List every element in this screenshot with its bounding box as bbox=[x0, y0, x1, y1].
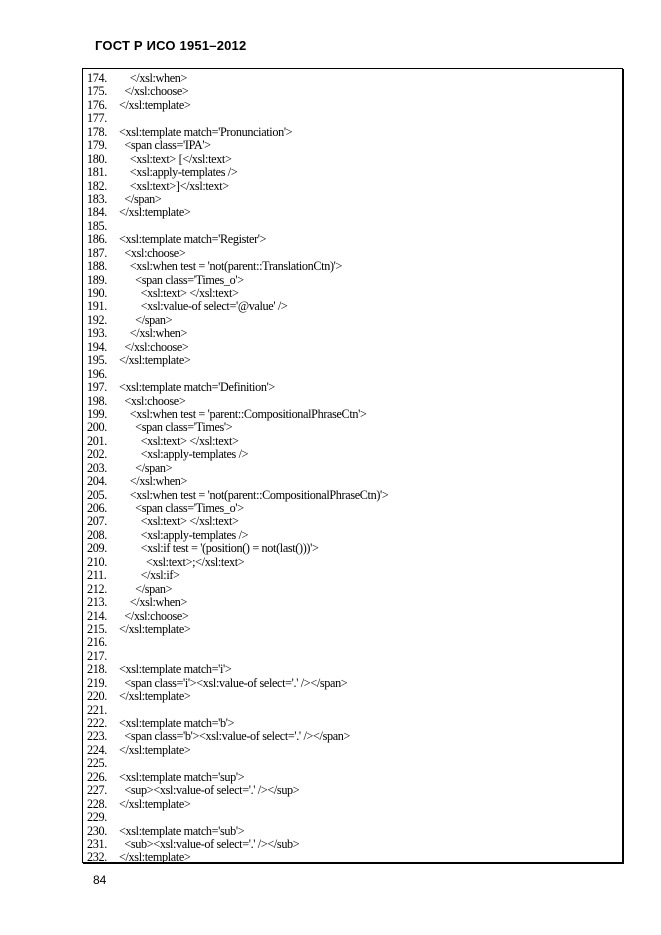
line-number: 223. bbox=[87, 729, 107, 744]
code-line bbox=[83, 99, 622, 112]
code-text: </xsl:when> bbox=[119, 474, 188, 489]
code-text: <span class='b'><xsl:value-of select='.' /></span> bbox=[119, 729, 351, 744]
line-number: 213. bbox=[87, 595, 107, 610]
code-line bbox=[83, 502, 622, 515]
line-number: 201. bbox=[87, 433, 107, 448]
code-line bbox=[83, 529, 622, 542]
code-line bbox=[83, 757, 622, 770]
code-text: </xsl:template> bbox=[119, 353, 191, 368]
code-text: <span class='IPA'> bbox=[119, 138, 211, 153]
code-line bbox=[83, 704, 622, 717]
line-number: 217. bbox=[87, 648, 107, 663]
line-number: 216. bbox=[87, 635, 107, 650]
code-line bbox=[83, 623, 622, 636]
line-number: 193. bbox=[87, 326, 107, 341]
code-text: <xsl:text> </xsl:text> bbox=[119, 433, 239, 448]
line-number: 174. bbox=[87, 71, 107, 85]
line-number: 178. bbox=[87, 124, 107, 139]
line-number: 227. bbox=[87, 783, 107, 798]
code-line bbox=[83, 233, 622, 246]
code-line bbox=[83, 744, 622, 757]
code-line bbox=[83, 206, 622, 219]
code-text: </span> bbox=[119, 191, 162, 206]
line-number: 224. bbox=[87, 742, 107, 757]
line-number: 185. bbox=[87, 218, 107, 233]
code-text: <xsl:template match='Definition'> bbox=[119, 380, 275, 395]
code-line bbox=[83, 193, 622, 206]
code-text: </xsl:template> bbox=[119, 689, 191, 704]
code-line bbox=[83, 395, 622, 408]
line-number: 182. bbox=[87, 178, 107, 193]
code-line bbox=[83, 610, 622, 623]
line-number: 190. bbox=[87, 286, 107, 300]
code-line bbox=[83, 838, 622, 851]
code-text: </span> bbox=[119, 312, 173, 327]
code-line bbox=[83, 421, 622, 434]
line-number: 203. bbox=[87, 460, 107, 475]
line-number: 183. bbox=[87, 191, 107, 206]
code-text: <xsl:template match='sub'> bbox=[119, 823, 245, 838]
code-line bbox=[83, 72, 622, 85]
line-number: 194. bbox=[87, 339, 107, 354]
code-line bbox=[83, 515, 622, 528]
line-number: 215. bbox=[87, 621, 107, 636]
code-text: <xsl:template match='Register'> bbox=[119, 232, 267, 247]
code-text: <xsl:when test = 'not(parent::TranslationCtn)'> bbox=[119, 259, 343, 274]
line-number: 209. bbox=[87, 541, 107, 556]
code-listing bbox=[83, 72, 622, 865]
code-text: </xsl:template> bbox=[119, 742, 191, 757]
code-text: <span class='Times'> bbox=[119, 420, 233, 435]
code-line bbox=[83, 341, 622, 354]
code-text: <xsl:apply-templates /> bbox=[119, 165, 238, 180]
code-text: <xsl:template match='Pronunciation'> bbox=[119, 124, 293, 139]
code-text: </span> bbox=[119, 581, 173, 596]
code-text: </xsl:when> bbox=[119, 71, 188, 85]
code-text: <xsl:text> </xsl:text> bbox=[119, 514, 239, 529]
code-text: <xsl:when test = 'parent::CompositionalPhraseCtn'> bbox=[119, 406, 367, 421]
code-line bbox=[83, 475, 622, 488]
code-text: </xsl:template> bbox=[119, 621, 191, 636]
code-line bbox=[83, 569, 622, 582]
code-line bbox=[83, 408, 622, 421]
line-number: 196. bbox=[87, 366, 107, 381]
code-line bbox=[83, 636, 622, 649]
code-text: <span class='i'><xsl:value-of select='.' /></span> bbox=[119, 675, 348, 690]
code-text: <xsl:template match='i'> bbox=[119, 662, 232, 677]
code-text: </xsl:choose> bbox=[119, 339, 189, 354]
line-number: 200. bbox=[87, 420, 107, 435]
code-line bbox=[83, 260, 622, 273]
code-line bbox=[83, 798, 622, 811]
code-text: <xsl:text> [</xsl:text> bbox=[119, 151, 232, 166]
code-text: </xsl:choose> bbox=[119, 84, 189, 99]
line-number: 186. bbox=[87, 232, 107, 247]
line-number: 214. bbox=[87, 608, 107, 623]
code-text: </xsl:when> bbox=[119, 326, 188, 341]
code-line bbox=[83, 435, 622, 448]
code-line bbox=[83, 153, 622, 166]
code-text: <xsl:when test = 'not(parent::CompositionalPhraseCtn)'> bbox=[119, 487, 389, 502]
code-line bbox=[83, 354, 622, 367]
line-number: 221. bbox=[87, 702, 107, 717]
code-text: <sup><xsl:value-of select='.' /></sup> bbox=[119, 783, 300, 798]
line-number: 204. bbox=[87, 474, 107, 489]
line-number: 179. bbox=[87, 138, 107, 153]
code-text: <span class='Times_o'> bbox=[119, 272, 244, 287]
code-text: </xsl:template> bbox=[119, 850, 191, 865]
line-number: 180. bbox=[87, 151, 107, 166]
line-number: 229. bbox=[87, 810, 107, 825]
line-number: 226. bbox=[87, 769, 107, 784]
line-number: 218. bbox=[87, 662, 107, 677]
line-number: 199. bbox=[87, 406, 107, 421]
code-line bbox=[83, 462, 622, 475]
line-number: 230. bbox=[87, 823, 107, 838]
code-text: </xsl:when> bbox=[119, 595, 188, 610]
code-text: <xsl:choose> bbox=[119, 245, 186, 260]
code-line bbox=[83, 85, 622, 98]
line-number: 181. bbox=[87, 165, 107, 180]
code-line bbox=[83, 448, 622, 461]
line-number: 191. bbox=[87, 299, 107, 314]
code-text: <xsl:template match='b'> bbox=[119, 716, 235, 730]
code-text: <xsl:template match='sup'> bbox=[119, 769, 245, 784]
code-line bbox=[83, 112, 622, 125]
code-line bbox=[83, 811, 622, 824]
line-number: 208. bbox=[87, 527, 107, 542]
code-line bbox=[83, 542, 622, 555]
line-number: 219. bbox=[87, 675, 107, 690]
line-number: 198. bbox=[87, 393, 107, 408]
code-line bbox=[83, 717, 622, 730]
line-number: 195. bbox=[87, 353, 107, 368]
code-text: </xsl:template> bbox=[119, 205, 191, 220]
code-text: <span class='Times_o'> bbox=[119, 501, 244, 515]
code-line bbox=[83, 166, 622, 179]
line-number: 206. bbox=[87, 501, 107, 515]
code-text: </xsl:template> bbox=[119, 97, 191, 112]
line-number: 184. bbox=[87, 205, 107, 220]
code-line bbox=[83, 180, 622, 193]
line-number: 207. bbox=[87, 514, 107, 529]
code-text: <xsl:apply-templates /> bbox=[119, 527, 249, 542]
line-number: 192. bbox=[87, 312, 107, 327]
line-number: 211. bbox=[87, 568, 107, 583]
code-line bbox=[83, 220, 622, 233]
code-text: <xsl:text>]</xsl:text> bbox=[119, 178, 229, 193]
code-text: <xsl:if test = '(position() = not(last()))'> bbox=[119, 541, 319, 556]
line-number: 212. bbox=[87, 581, 107, 596]
line-number: 228. bbox=[87, 796, 107, 811]
code-line bbox=[83, 556, 622, 569]
code-line bbox=[83, 274, 622, 287]
code-line bbox=[83, 730, 622, 743]
code-line bbox=[83, 287, 622, 300]
code-line bbox=[83, 126, 622, 139]
line-number: 187. bbox=[87, 245, 107, 260]
code-listing-frame bbox=[82, 68, 623, 863]
code-line bbox=[83, 825, 622, 838]
document-header: ГОСТ Р ИСО 1951–2012 bbox=[95, 38, 247, 53]
line-number: 232. bbox=[87, 850, 107, 865]
code-text: </span> bbox=[119, 460, 173, 475]
code-line bbox=[83, 663, 622, 676]
code-line bbox=[83, 489, 622, 502]
code-line bbox=[83, 314, 622, 327]
line-number: 197. bbox=[87, 380, 107, 395]
code-line bbox=[83, 247, 622, 260]
code-line bbox=[83, 300, 622, 313]
code-line bbox=[83, 139, 622, 152]
line-number: 175. bbox=[87, 84, 107, 99]
code-text: <xsl:value-of select='@value' /> bbox=[119, 299, 288, 314]
page-number: 84 bbox=[93, 873, 107, 887]
code-line bbox=[83, 368, 622, 381]
code-text: <xsl:choose> bbox=[119, 393, 186, 408]
code-line bbox=[83, 596, 622, 609]
line-number: 231. bbox=[87, 836, 107, 851]
line-number: 222. bbox=[87, 716, 107, 730]
code-text: </xsl:if> bbox=[119, 568, 180, 583]
code-text: <sub><xsl:value-of select='.' /></sub> bbox=[119, 836, 300, 851]
line-number: 220. bbox=[87, 689, 107, 704]
code-text: <xsl:text>;</xsl:text> bbox=[119, 554, 245, 569]
code-line bbox=[83, 327, 622, 340]
code-text: <xsl:apply-templates /> bbox=[119, 447, 249, 462]
line-number: 176. bbox=[87, 97, 107, 112]
line-number: 205. bbox=[87, 487, 107, 502]
code-line bbox=[83, 583, 622, 596]
line-number: 177. bbox=[87, 111, 107, 126]
line-number: 202. bbox=[87, 447, 107, 462]
line-number: 225. bbox=[87, 756, 107, 771]
code-line bbox=[83, 677, 622, 690]
code-line bbox=[83, 784, 622, 797]
line-number: 189. bbox=[87, 272, 107, 287]
line-number: 210. bbox=[87, 554, 107, 569]
code-line bbox=[83, 650, 622, 663]
code-text: </xsl:choose> bbox=[119, 608, 189, 623]
line-number: 188. bbox=[87, 259, 107, 274]
code-text: <xsl:text> </xsl:text> bbox=[119, 286, 239, 300]
code-text: </xsl:template> bbox=[119, 796, 191, 811]
code-line bbox=[83, 381, 622, 394]
code-line bbox=[83, 851, 622, 864]
code-line bbox=[83, 690, 622, 703]
code-line bbox=[83, 771, 622, 784]
